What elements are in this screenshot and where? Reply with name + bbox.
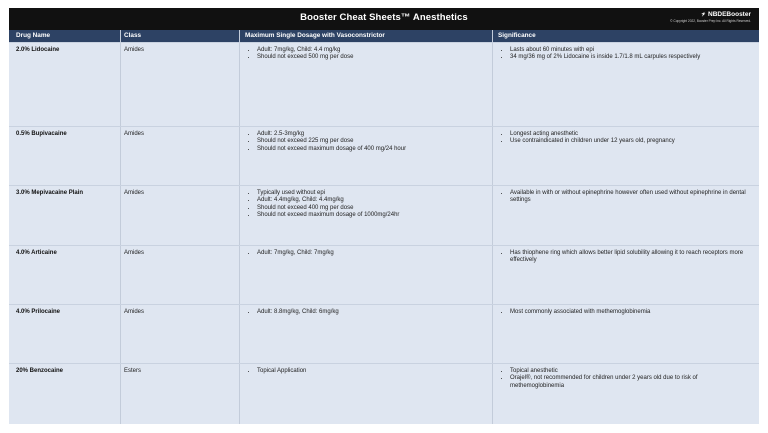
table-row [9,42,759,127]
significance-list [498,309,753,316]
brand [670,11,751,23]
bullet-item: • Available in with or without epinephrine however often used without epinephrine in dental settings [510,190,753,205]
dosage-list [245,131,485,153]
cheat-sheet [9,8,759,424]
bullet-item: • Topical anesthetic [510,368,753,375]
table-row [9,126,759,186]
bullet-item: • Has thiophene ring which allows better lipid solubility allowing it to reach receptors more effectively [510,250,753,265]
bullet-item: • 34 mg/36 mg of 2% Lidocaine is inside 1.7/1.8 mL carpules respectively [510,54,753,61]
drug-class: Amides [124,190,145,196]
column-header-dosage: Maximum Single Dosage with Vasoconstrictor [245,32,385,39]
table-row [9,304,759,364]
bullet-item: • Should not exceed 225 mg per dose [257,138,485,145]
bullet-item: • Should not exceed 500 mg per dose [257,54,485,61]
column-header-significance: Significance [498,32,536,39]
drug-name: 20% Benzocaine [16,368,64,374]
page-title: Booster Cheat Sheets™ Anesthetics [300,12,468,23]
bullet-item: • Longest acting anesthetic [510,131,753,138]
bullet-item: • Should not exceed maximum dosage of 1000mg/24hr [257,212,485,219]
drug-name: 0.5% Bupivacaine [16,131,67,137]
dosage-list [245,250,485,257]
drug-class: Amides [124,250,145,256]
significance-list [498,47,753,62]
bullet-item: • Adult: 4.4mg/kg, Child: 4.4mg/kg [257,197,485,204]
dosage-list [245,309,485,316]
bullet-item: • Typically used without epi [257,190,485,197]
table-row [9,245,759,305]
table-row [9,363,759,423]
bullet-item: • Adult: 8.8mg/kg, Child: 6mg/kg [257,309,485,316]
significance-list [498,368,753,390]
bullet-item: • Orajel®, not recommended for children under 2 years old due to risk of methemoglobinemia [510,375,753,390]
column-header-drug: Drug Name [16,32,51,39]
drug-class: Amides [124,309,145,315]
bullet-item: • Use contraindicated in children under 12 years old, pregnancy [510,138,753,145]
dosage-list [245,47,485,62]
column-header-class: Class [124,32,142,39]
bullet-item: • Adult: 2.5-3mg/kg [257,131,485,138]
significance-list [498,250,753,265]
bullet-item: • Adult: 7mg/kg, Child: 7mg/kg [257,250,485,257]
drug-name: 3.0% Mepivacaine Plain [16,190,84,196]
bolt-icon [700,11,706,17]
table-header [9,30,759,42]
bullet-item: • Lasts about 60 minutes with epi [510,47,753,54]
bullet-item: • Adult: 7mg/kg, Child: 4.4 mg/kg [257,47,485,54]
copyright: © Copyright 2022, Booster Prep Inc. All Rights Reserved. [670,19,751,23]
table-row [9,185,759,245]
bullet-item: • Should not exceed 400 mg per dose [257,205,485,212]
significance-list [498,190,753,205]
bullet-item: • Should not exceed maximum dosage of 400 mg/24 hour [257,146,485,153]
drug-name: 2.0% Lidocaine [16,47,60,53]
title-bar [9,8,759,30]
significance-list [498,131,753,146]
dosage-list [245,368,485,375]
drug-class: Amides [124,47,145,53]
bullet-item: • Topical Application [257,368,485,375]
drug-class: Esters [124,368,142,374]
drug-name: 4.0% Articaine [16,250,57,256]
bullet-item: • Most commonly associated with methemoglobinemia [510,309,753,316]
brand-name: NBDEBooster [708,11,751,18]
dosage-list [245,190,485,219]
drug-name: 4.0% Prilocaine [16,309,61,315]
drug-class: Amides [124,131,145,137]
